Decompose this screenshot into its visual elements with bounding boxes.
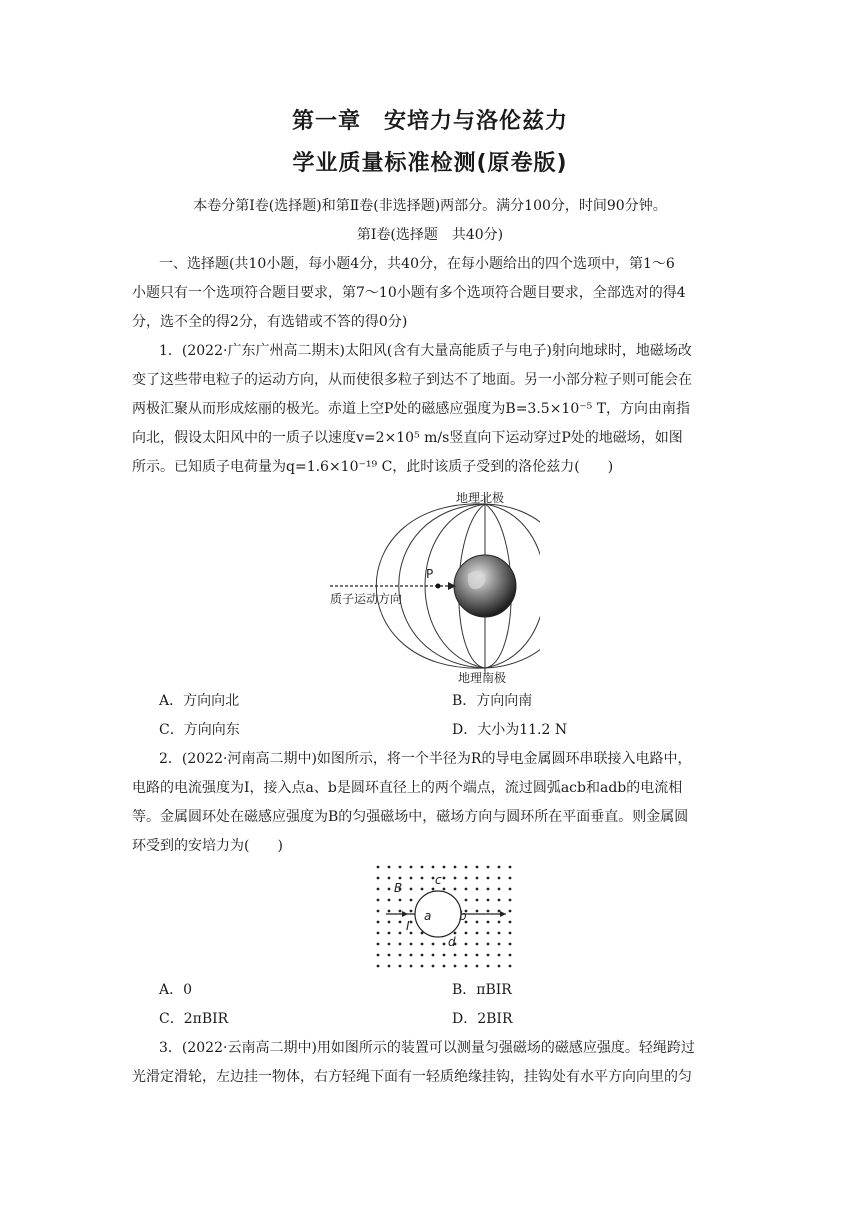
exam-subtitle: 学业质量标准检测(原卷版)	[292, 151, 568, 176]
field-dot	[399, 954, 402, 957]
field-dot	[509, 899, 512, 902]
field-dot	[498, 965, 501, 968]
question-2-text: 环受到的安培力为( )	[132, 838, 283, 854]
q2-option-b[interactable]: B．πBIR	[452, 982, 512, 998]
field-dot	[388, 943, 391, 946]
exam-intro: 本卷分第Ⅰ卷(选择题)和第Ⅱ卷(非选择题)两部分。满分100分，时间90分钟。	[193, 198, 667, 214]
field-dot	[399, 921, 402, 924]
field-dot	[509, 932, 512, 935]
field-dot	[377, 877, 380, 880]
field-dot	[377, 954, 380, 957]
q2-option-d[interactable]: D．2BIR	[452, 1011, 513, 1027]
field-dot	[399, 932, 402, 935]
field-dot	[476, 866, 479, 869]
field-dot	[421, 965, 424, 968]
proton-motion-label: 质子运动方向	[330, 592, 403, 606]
field-dot	[410, 954, 413, 957]
field-dot	[498, 888, 501, 891]
field-dot	[399, 866, 402, 869]
field-dot	[487, 888, 490, 891]
field-dot	[454, 877, 457, 880]
field-dot	[388, 888, 391, 891]
chapter-title: 第一章 安培力与洛伦兹力	[291, 109, 568, 134]
field-dot	[498, 921, 501, 924]
field-dot	[498, 877, 501, 880]
instructions-line: 分，选不全的得2分，有选错或不答的得0分)	[132, 314, 408, 330]
instructions-line: 一、选择题(共10小题，每小题4分，共40分，在每小题给出的四个选项中，第1～6	[159, 256, 675, 272]
field-dot	[487, 954, 490, 957]
field-dot	[377, 943, 380, 946]
field-dot	[498, 932, 501, 935]
field-dot	[487, 943, 490, 946]
field-dot	[443, 877, 446, 880]
question-2-text: 等。金属圆环处在磁感应强度为B的匀强磁场中，磁场方向与圆环所在平面垂直。则金属圆	[132, 809, 689, 825]
point-b-label: b	[459, 909, 467, 923]
question-3-text: 3．(2022·云南高二期中)用如图所示的装置可以测量匀强磁场的磁感应强度。轻绳跨过	[159, 1040, 695, 1056]
field-dot	[410, 965, 413, 968]
field-dot	[509, 954, 512, 957]
north-pole-label: 地理北极	[456, 491, 505, 505]
field-dot	[509, 965, 512, 968]
field-dot	[388, 877, 391, 880]
field-dot	[388, 954, 391, 957]
instructions-line: 小题只有一个选项符合题目要求，第7～10小题有多个选项符合题目要求，全部选对的得4	[132, 285, 686, 301]
field-dot	[454, 888, 457, 891]
field-dot	[487, 866, 490, 869]
field-dot	[388, 921, 391, 924]
field-dot	[432, 965, 435, 968]
field-dot	[476, 899, 479, 902]
point-c-label: c	[435, 873, 442, 887]
question-1-text: 变了这些带电粒子的运动方向，从而使很多粒子到达不了地面。另一小部分粒子则可能会在	[132, 372, 692, 388]
field-dot	[509, 943, 512, 946]
field-dot	[509, 877, 512, 880]
field-dot	[410, 888, 413, 891]
field-dot	[421, 888, 424, 891]
field-dot	[465, 943, 468, 946]
field-dot	[487, 921, 490, 924]
field-dot	[388, 866, 391, 869]
field-dot	[443, 943, 446, 946]
south-pole-label: 地理南极	[458, 671, 507, 684]
field-dot	[410, 943, 413, 946]
field-dot	[465, 888, 468, 891]
field-b-label: B	[394, 881, 403, 895]
earth-magnetic-field-figure	[330, 488, 540, 684]
current-i-label: I	[406, 919, 410, 933]
question-2-text: 电路的电流强度为I，接入点a、b是圆环直径上的两个端点，流过圆弧acb和adb的电流相	[132, 780, 683, 796]
field-dot	[410, 921, 413, 924]
field-dot	[454, 965, 457, 968]
field-dot	[377, 866, 380, 869]
field-dot	[410, 910, 413, 913]
field-dot	[443, 965, 446, 968]
field-dot	[377, 921, 380, 924]
field-dot	[388, 932, 391, 935]
field-dot	[465, 899, 468, 902]
question-2-text: 2．(2022·河南高二期中)如图所示，将一个半径为R的导电金属圆环串联接入电路中，	[159, 751, 692, 767]
question-1-text: 所示。已知质子电荷量为q=1.6×10⁻¹⁹ C，此时该质子受到的洛伦兹力( )	[132, 459, 614, 475]
q1-option-b[interactable]: B．方向向南	[452, 693, 533, 709]
field-dot	[465, 866, 468, 869]
point-d-label: d	[448, 935, 456, 949]
field-dot	[476, 965, 479, 968]
field-dot	[465, 965, 468, 968]
field-dot	[421, 877, 424, 880]
field-dot	[443, 888, 446, 891]
field-dot	[399, 943, 402, 946]
field-dot	[454, 954, 457, 957]
q1-option-d[interactable]: D．大小为11.2 N	[452, 722, 568, 738]
section-heading: 第Ⅰ卷(选择题 共40分)	[356, 227, 504, 243]
field-dot	[454, 932, 457, 935]
field-dot	[498, 866, 501, 869]
question-3-text: 光滑定滑轮，左边挂一物体，右方轻绳下面有一轻质绝缘挂钩，挂钩处有水平方向向里的匀	[132, 1069, 692, 1085]
field-dot	[377, 965, 380, 968]
field-dot	[399, 965, 402, 968]
field-dot	[465, 954, 468, 957]
field-dot	[388, 965, 391, 968]
field-dot	[399, 877, 402, 880]
q1-option-a[interactable]: A．方向向北	[159, 693, 240, 709]
field-dot	[410, 866, 413, 869]
field-dot	[509, 866, 512, 869]
field-dot	[509, 921, 512, 924]
field-dot	[509, 888, 512, 891]
field-dot	[476, 910, 479, 913]
field-dot	[388, 899, 391, 902]
field-dot	[410, 899, 413, 902]
field-dot	[465, 932, 468, 935]
field-dot	[476, 943, 479, 946]
field-dot	[498, 899, 501, 902]
field-dot	[487, 877, 490, 880]
point-a-label: a	[424, 909, 432, 923]
field-dot	[432, 943, 435, 946]
field-dot	[498, 910, 501, 913]
field-dot	[377, 932, 380, 935]
field-dot	[498, 954, 501, 957]
q1-option-c[interactable]: C．方向向东	[159, 722, 240, 738]
question-1-text: 1．(2022·广东广州高二期末)太阳风(含有大量高能质子与电子)射向地球时，地磁场改	[159, 343, 692, 359]
field-dot	[388, 910, 391, 913]
question-1-text: 向北，假设太阳风中的一质子以速度v=2×10⁵ m/s竖直向下运动穿过P处的地磁场，如图	[132, 430, 683, 446]
field-dot	[476, 932, 479, 935]
field-dot	[421, 866, 424, 869]
field-dot	[487, 965, 490, 968]
field-dot	[399, 910, 402, 913]
field-dot	[377, 910, 380, 913]
question-1-text: 两极汇聚从而形成炫丽的极光。赤道上空P处的磁感应强度为B=3.5×10⁻⁵ T，方向由南指	[132, 401, 691, 417]
field-dot	[498, 943, 501, 946]
field-dot	[443, 866, 446, 869]
field-dot	[509, 910, 512, 913]
field-dot	[432, 866, 435, 869]
point-p-label: P	[426, 567, 434, 581]
field-dot	[410, 877, 413, 880]
field-dot	[421, 954, 424, 957]
field-dot	[410, 932, 413, 935]
field-dot	[476, 877, 479, 880]
field-dot	[454, 866, 457, 869]
field-dot	[487, 910, 490, 913]
q2-option-a[interactable]: A．0	[159, 982, 193, 998]
field-dot	[465, 877, 468, 880]
field-dot	[443, 954, 446, 957]
field-dot	[476, 921, 479, 924]
field-dot	[487, 932, 490, 935]
field-dot	[377, 899, 380, 902]
field-dot	[432, 877, 435, 880]
field-dot	[476, 954, 479, 957]
field-dot	[432, 888, 435, 891]
q2-option-c[interactable]: C．2πBIR	[159, 1011, 229, 1027]
field-dot	[476, 888, 479, 891]
field-dot	[432, 954, 435, 957]
field-dot	[421, 943, 424, 946]
field-dot	[487, 899, 490, 902]
field-dot	[399, 899, 402, 902]
metal-ring-figure	[372, 862, 518, 972]
field-dot	[377, 888, 380, 891]
